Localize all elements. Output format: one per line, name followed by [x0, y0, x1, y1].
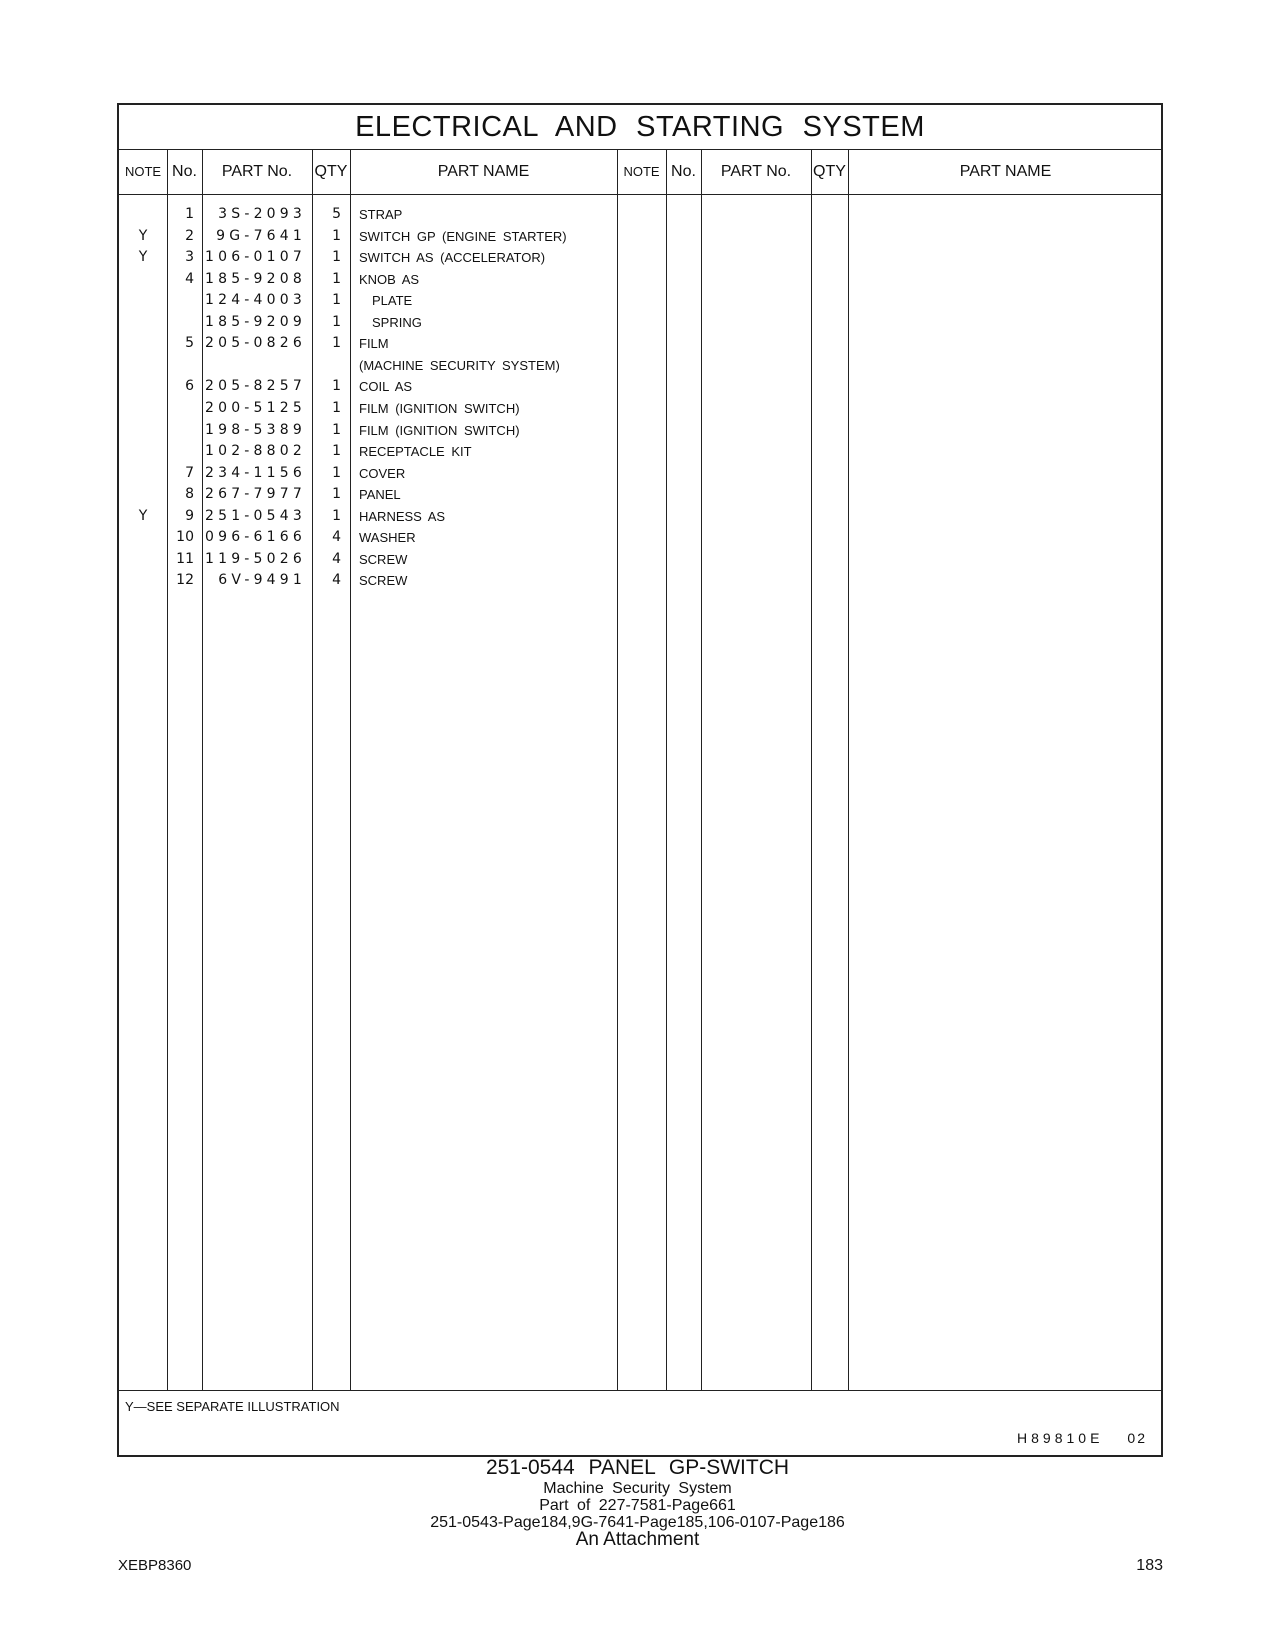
quantity-cell: 1: [332, 227, 341, 244]
part-name-cell: HARNESS AS: [359, 508, 446, 524]
part-number-cell: 124-4003: [204, 292, 306, 309]
note-cell: Y: [138, 227, 148, 244]
table-row: [119, 290, 1161, 311]
part-name-cell: KNOB AS: [359, 271, 420, 287]
drawing-number: H89810E: [1017, 1430, 1104, 1446]
item-number-cell: 6: [185, 378, 194, 395]
table-row: [119, 333, 1161, 354]
header-part-no-left: PART No.: [221, 163, 293, 180]
drawing-code: [1017, 1430, 1147, 1446]
note-cell: Y: [138, 249, 148, 266]
caption-line-4: An Attachment: [575, 1529, 700, 1550]
item-number-cell: 3: [185, 249, 194, 266]
item-number-cell: 10: [176, 529, 194, 546]
header-part-name-left: PART NAME: [437, 163, 530, 180]
column-header-row: [119, 150, 1161, 195]
part-number-cell: 267-7977: [204, 486, 306, 503]
footnote: Y—SEE SEPARATE ILLUSTRATION: [125, 1399, 340, 1414]
table-row: [119, 420, 1161, 441]
publication-code: XEBP8360: [118, 1557, 192, 1574]
table-row: [119, 463, 1161, 484]
item-number-cell: 9: [185, 507, 194, 524]
quantity-cell: 1: [332, 464, 341, 481]
caption-line-1: Machine Security System: [543, 1480, 732, 1497]
part-name-cell: SPRING: [372, 314, 422, 330]
quantity-cell: 1: [332, 486, 341, 503]
table-row: [119, 549, 1161, 570]
table-row: [119, 226, 1161, 247]
quantity-cell: 1: [332, 443, 341, 460]
part-name-cell: COVER: [359, 465, 406, 481]
part-name-cell: WASHER: [359, 530, 416, 546]
quantity-cell: 1: [332, 270, 341, 287]
quantity-cell: 1: [332, 421, 341, 438]
part-number-cell: 6V-9491: [218, 572, 306, 589]
part-name-cell: FILM (IGNITION SWITCH): [359, 422, 520, 438]
part-number-cell: 205-8257: [204, 378, 306, 395]
part-name-cell: FILM (IGNITION SWITCH): [359, 400, 520, 416]
table-row: [119, 376, 1161, 397]
part-name-cell: (MACHINE SECURITY SYSTEM): [359, 357, 560, 373]
note-cell: Y: [138, 507, 148, 524]
table-row: [119, 312, 1161, 333]
part-name-cell: STRAP: [359, 207, 403, 222]
header-note-right: NOTE: [623, 164, 660, 179]
part-name-cell: SCREW: [359, 551, 408, 567]
part-number-cell: 9G-7641: [216, 227, 306, 244]
part-number-cell: 106-0107: [204, 249, 306, 266]
table-row: [119, 398, 1161, 419]
table-row: [119, 506, 1161, 527]
quantity-cell: 1: [332, 249, 341, 266]
quantity-cell: 1: [332, 507, 341, 524]
table-row: [119, 269, 1161, 290]
part-number-cell: 119-5026: [204, 550, 306, 567]
part-number-cell: 3S-2093: [218, 206, 306, 222]
item-number-cell: 4: [185, 270, 194, 287]
page-title: ELECTRICAL AND STARTING SYSTEM: [119, 105, 1161, 150]
part-name-cell: SWITCH AS (ACCELERATOR): [359, 250, 546, 266]
part-number-cell: 102-8802: [204, 443, 306, 460]
caption-line-3: 251-0543-Page184,9G-7641-Page185,106-0107-Page186: [430, 1514, 845, 1531]
item-number-cell: 5: [185, 335, 194, 352]
table-row: [119, 247, 1161, 268]
item-number-cell: 11: [176, 550, 194, 567]
page-number: 183: [1136, 1557, 1163, 1574]
quantity-cell: 4: [332, 529, 341, 546]
part-name-cell: FILM: [359, 336, 389, 352]
table-row: [119, 484, 1161, 505]
item-number-cell: 1: [185, 206, 194, 222]
part-number-cell: 234-1156: [204, 464, 306, 481]
part-name-cell: SWITCH GP (ENGINE STARTER): [359, 228, 567, 244]
part-name-cell: PANEL: [359, 487, 401, 503]
part-number-cell: 251-0543: [204, 507, 306, 524]
table-row: [119, 441, 1161, 462]
item-number-cell: 12: [176, 572, 194, 589]
quantity-cell: 1: [332, 313, 341, 330]
part-number-cell: 096-6166: [204, 529, 306, 546]
part-name-cell: RECEPTACLE KIT: [359, 444, 472, 460]
part-number-cell: 198-5389: [204, 421, 306, 438]
header-part-no-right: PART No.: [720, 163, 792, 180]
part-name-cell: SCREW: [359, 573, 408, 589]
item-number-cell: 2: [185, 227, 194, 244]
caption-line-2: Part of 227-7581-Page661: [539, 1497, 736, 1514]
item-number-cell: 8: [185, 486, 194, 503]
part-number-cell: 185-9208: [204, 270, 306, 287]
item-number-cell: 7: [185, 464, 194, 481]
drawing-revision: 02: [1127, 1430, 1147, 1446]
table-row: [119, 355, 1161, 376]
part-number-cell: 205-0826: [204, 335, 306, 352]
header-note-left: NOTE: [124, 164, 162, 179]
quantity-cell: 1: [332, 378, 341, 395]
table-row: [119, 570, 1161, 591]
header-part-name-right: PART NAME: [959, 163, 1052, 180]
table-row: [119, 527, 1161, 548]
part-number-cell: 185-9209: [204, 313, 306, 330]
footer-divider: [119, 1390, 1161, 1391]
header-qty-left: QTY: [314, 163, 348, 180]
header-qty-right: QTY: [813, 163, 846, 180]
quantity-cell: 1: [332, 399, 341, 416]
quantity-cell: 1: [332, 292, 341, 309]
part-name-cell: PLATE: [372, 293, 413, 309]
quantity-cell: 1: [332, 335, 341, 352]
part-name-cell: COIL AS: [359, 379, 413, 395]
quantity-cell: 4: [332, 572, 341, 589]
quantity-cell: 4: [332, 550, 341, 567]
part-number-cell: 200-5125: [204, 399, 306, 416]
parts-list-frame: [117, 103, 1163, 1457]
table-row: [119, 204, 1161, 225]
quantity-cell: 5: [332, 206, 341, 222]
header-no-right: No.: [671, 163, 696, 180]
caption-title: 251-0544 PANEL GP-SWITCH: [485, 1456, 790, 1479]
header-no-left: No.: [172, 163, 197, 180]
